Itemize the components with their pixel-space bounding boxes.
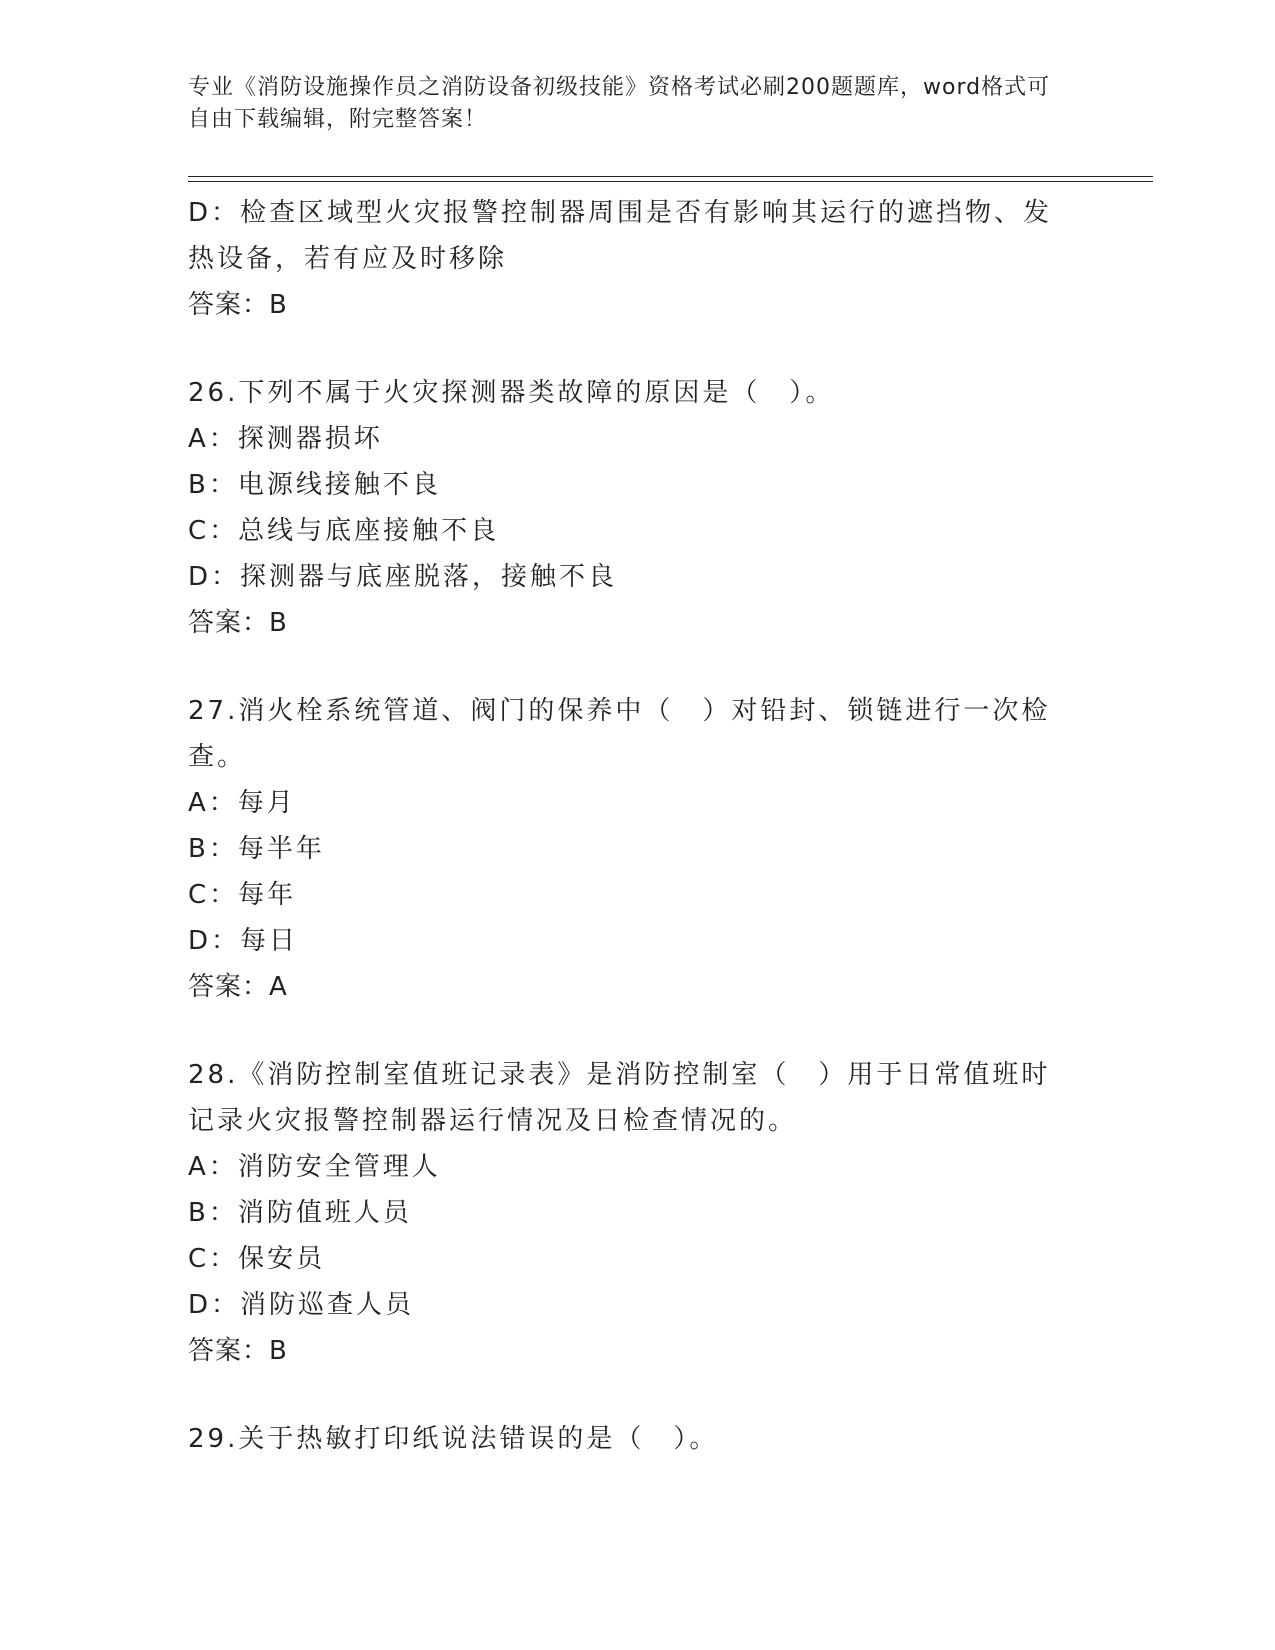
header-divider-top <box>188 176 1153 177</box>
question-item-25-tail <box>188 190 1078 328</box>
answer-line: 答案：B <box>188 608 288 638</box>
question-item-26 <box>188 370 1078 646</box>
question-item-29 <box>188 1416 1078 1462</box>
answer-line: 答案：B <box>188 290 288 320</box>
option-d: D：消防巡查人员 <box>188 1290 415 1320</box>
answer-line: 答案：A <box>188 972 288 1002</box>
question-text: 29.关于热敏打印纸说法错误的是（ ）。 <box>188 1424 719 1454</box>
option-c: C：每年 <box>188 880 297 910</box>
option-a: A：每月 <box>188 788 296 818</box>
option-b: B：每半年 <box>188 834 325 864</box>
question-list <box>188 190 1078 1462</box>
question-text: 28.《消防控制室值班记录表》是消防控制室（ ）用于日常值班时记录火灾报警控制器运行情况及日检查情况的。 <box>188 1060 1051 1136</box>
question-text: 27.消火栓系统管道、阀门的保养中（ ）对铅封、锁链进行一次检查。 <box>188 696 1051 772</box>
question-text: 26.下列不属于火灾探测器类故障的原因是（ ）。 <box>188 378 835 408</box>
option-d: D：探测器与底座脱落，接触不良 <box>188 562 618 592</box>
question-item-28 <box>188 1052 1078 1374</box>
option-c: C：总线与底座接触不良 <box>188 516 500 546</box>
option-a: A：探测器损坏 <box>188 424 383 454</box>
option-a: A：消防安全管理人 <box>188 1152 441 1182</box>
option-d: D：每日 <box>188 926 299 956</box>
document-header: 专业《消防设施操作员之消防设备初级技能》资格考试必刷200题题库，word格式可自由下载编辑，附完整答案！ <box>188 75 1051 132</box>
option-c: C：保安员 <box>188 1244 326 1274</box>
option-b: B：电源线接触不良 <box>188 470 441 500</box>
option-d: D：检查区域型火灾报警控制器周围是否有影响其运行的遮挡物、发热设备，若有应及时移除 <box>188 198 1053 274</box>
answer-line: 答案：B <box>188 1336 288 1366</box>
option-b: B：消防值班人员 <box>188 1198 412 1228</box>
header-divider-bottom <box>188 181 1153 182</box>
question-item-27 <box>188 688 1078 1010</box>
